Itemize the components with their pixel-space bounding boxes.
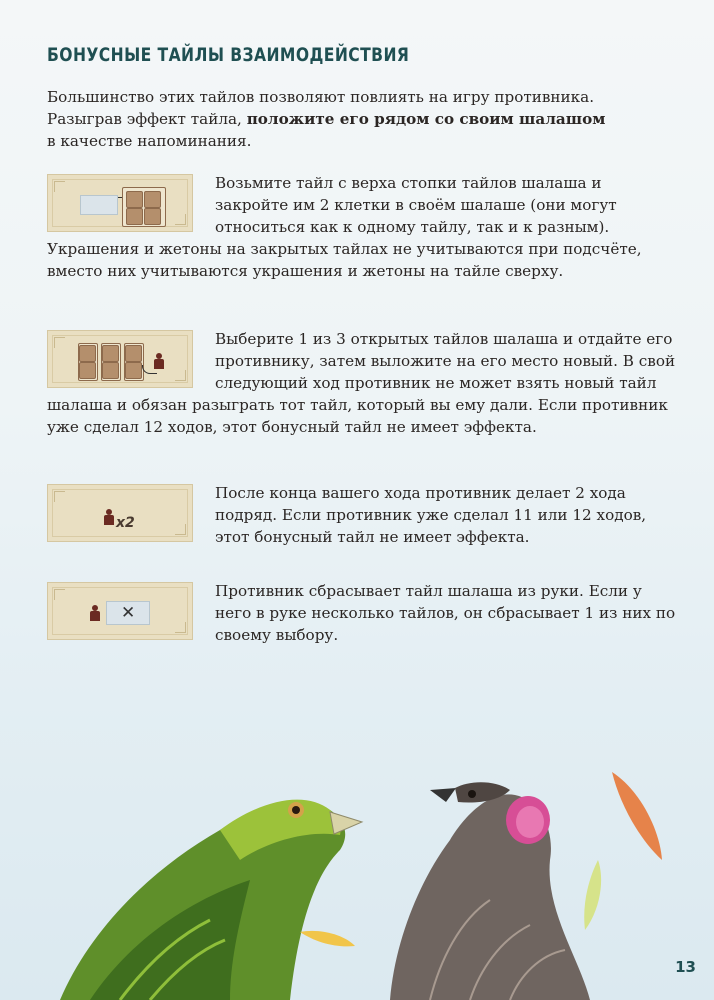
bonus-text-1: Возьмите тайл с верха стопки тайлов шалаша и закройте им 2 клетки в своём шалаше (они могут относиться как к одному тайлу, так и к разным). Украшения и жетоны на закрытых тайлах не учитываются при подсчёте, вместо них учитываются украшения и жетоны на тайле сверху.	[47, 174, 642, 280]
intro-line-1: Большинство этих тайлов позволяют повлиять на игру противника.	[47, 88, 595, 106]
tile-card-icon	[80, 195, 118, 215]
grey-bird-illustration	[390, 782, 590, 1000]
orange-feather-illustration	[612, 772, 662, 860]
yellow-feather-illustration	[300, 931, 355, 947]
extra-turns-tile-icon	[47, 484, 193, 542]
opponent-icon	[154, 353, 164, 369]
intro-paragraph	[47, 86, 677, 152]
open-tile-icon	[124, 343, 144, 381]
bonus-text-4: Противник сбрасывает тайл шалаша из руки. Если у него в руке несколько тайлов, он сбрасывает 1 из них по своему выбору.	[215, 582, 676, 644]
opponent-icon	[90, 605, 100, 621]
green-bird-illustration	[60, 800, 362, 1000]
cover-cells-tile-icon	[47, 174, 193, 232]
page-number: 13	[675, 958, 696, 976]
intro-line-2: Разыграв эффект тайла,	[47, 110, 247, 128]
bonus-block-3	[47, 482, 679, 548]
bonus-text-3: После конца вашего хода противник делает 2 хода подряд. Если противник уже сделал 11 или 12 ходов, этот бонусный тайл не имеет эффекта.	[215, 484, 647, 546]
bonus-block-1	[47, 172, 679, 282]
birds-illustration	[0, 760, 714, 1000]
cross-icon: ✕	[121, 603, 136, 623]
tile-card-icon	[106, 601, 150, 625]
bonus-block-2	[47, 328, 679, 438]
bonus-text-2: Выберите 1 из 3 открытых тайлов шалаша и отдайте его противнику, затем выложите на его место новый. В свой следующий ход противник не может взять новый тайл шалаша и обязан разыграть тот тайл, который вы ему дали. Если противник уже сделал 12 ходов, этот бонусный тайл не имеет эффекта.	[47, 330, 676, 436]
bower-grid-icon	[122, 187, 166, 227]
give-tile-tile-icon	[47, 330, 193, 388]
lime-feather-illustration	[584, 860, 601, 930]
opponent-icon	[104, 509, 114, 525]
discard-tile-icon	[47, 582, 193, 640]
open-tile-icon	[78, 343, 98, 381]
open-tile-icon	[101, 343, 121, 381]
section-title: БОНУСНЫЕ ТАЙЛЫ ВЗАИМОДЕЙСТВИЯ	[47, 44, 410, 66]
turns-badge: x2	[116, 515, 135, 531]
bonus-block-4	[47, 580, 679, 646]
intro-bold-phrase: положите его рядом со своим шалашом	[246, 110, 606, 128]
intro-line-3: в качестве напоминания.	[47, 132, 252, 150]
